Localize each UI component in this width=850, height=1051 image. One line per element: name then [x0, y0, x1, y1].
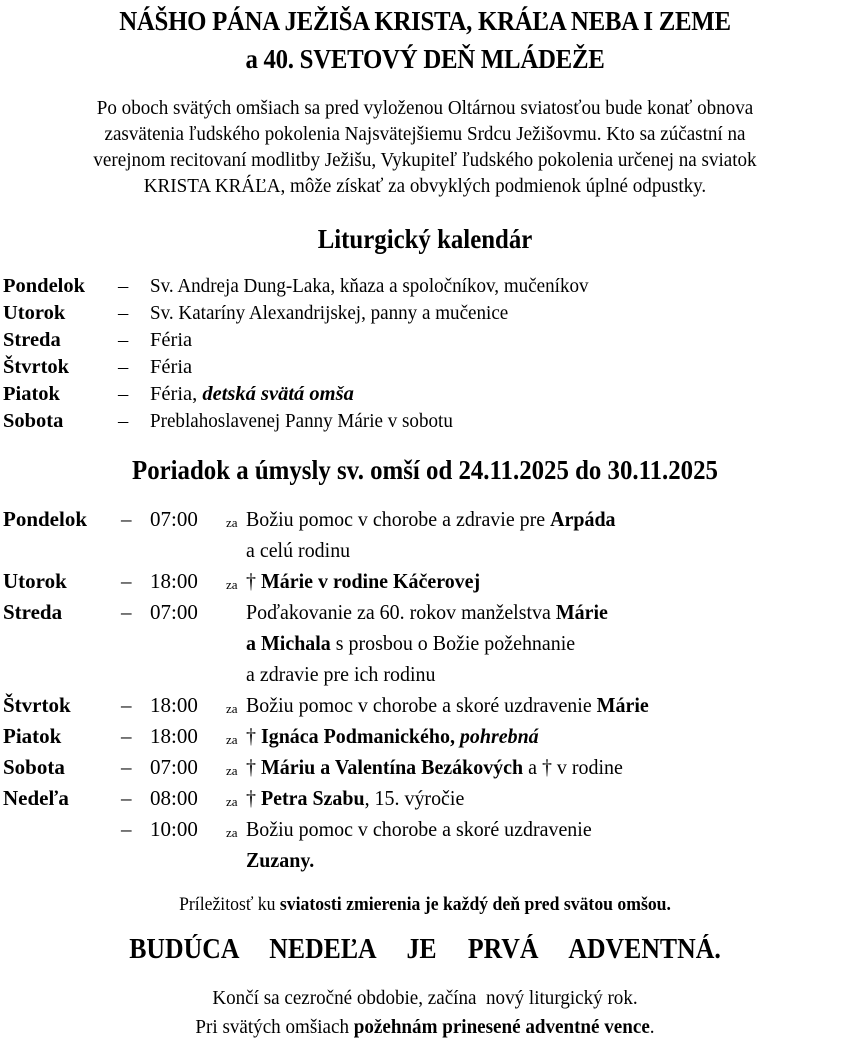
schedule-day: Pondelok [3, 507, 88, 531]
schedule-heading: Poriadok a úmysly sv. omší od 24.11.2025 do 30.11.2025 [132, 455, 718, 485]
confession-bold: sviatosti zmierenia je každý deň pred svätou omšou. [279, 894, 671, 915]
schedule-time: 07:00 [150, 600, 198, 624]
intention-name: Márie v rodine Káčerovej [260, 569, 481, 593]
schedule-time: 07:00 [150, 507, 198, 531]
intention-name: Márie [596, 693, 649, 717]
intention-name: Márie [555, 600, 608, 624]
calendar-dash: – [118, 356, 129, 378]
schedule-za: za [226, 701, 238, 716]
schedule-day: Nedeľa [3, 786, 69, 810]
schedule-intention [246, 507, 616, 532]
intention-text: , 15. výročie [364, 786, 465, 810]
end-line-2-suffix: . [649, 1016, 655, 1038]
schedule-dash: – [121, 693, 132, 717]
intention-text: s prosbou o Božie požehnanie [330, 631, 576, 655]
end-line-2-bold: požehnám prinesené adventné vence [353, 1016, 650, 1038]
page-title-line-1: NÁŠHO PÁNA JEŽIŠA KRISTA, KRÁĽA NEBA I ZEME [119, 6, 731, 36]
cross-icon: † [246, 755, 256, 779]
schedule-day: Streda [3, 600, 63, 624]
calendar-dash: – [118, 410, 129, 432]
calendar-dash: – [118, 383, 129, 405]
calendar-text: Féria [150, 329, 193, 351]
calendar-day: Štvrtok [3, 356, 70, 378]
end-line-2 [30, 1016, 821, 1039]
schedule-dash: – [121, 724, 132, 748]
schedule-dash: – [121, 600, 132, 624]
schedule-time: 10:00 [150, 817, 198, 841]
schedule-day: Štvrtok [3, 693, 71, 717]
schedule-za: za [226, 763, 238, 778]
schedule-za: za [226, 732, 238, 747]
schedule-intention-line-2: a celú rodinu [246, 538, 351, 562]
schedule-dash: – [121, 817, 132, 841]
intention-text: v rodine [551, 755, 623, 779]
schedule-dash: – [121, 507, 132, 531]
schedule-dash: – [121, 569, 132, 593]
calendar-day: Streda [3, 329, 61, 351]
schedule-intention [246, 724, 539, 749]
intention-name: Petra Szabu [260, 786, 365, 810]
schedule-za: za [226, 515, 238, 530]
cross-icon: † [246, 786, 256, 810]
confession-note [30, 894, 821, 916]
cross-icon: † [246, 724, 256, 748]
page-title-line-2: a 40. SVETOVÝ DEŇ MLÁDEŽE [245, 44, 605, 74]
schedule-intention-line-2: Zuzany. [246, 848, 315, 872]
intro-line-1: Po oboch svätých omšiach sa pred vyloženou Oltárnou sviatosťou bude konať obnova [96, 97, 754, 119]
calendar-text-emphasis: detská svätá omša [202, 383, 354, 405]
intention-name: Ignáca Podmanického, [260, 724, 455, 748]
cross-icon: † [541, 755, 552, 779]
calendar-day: Utorok [3, 302, 66, 324]
intention-text: Božiu pomoc v chorobe a zdravie pre [246, 507, 551, 531]
schedule-za: za [226, 825, 238, 840]
schedule-intention: Božiu pomoc v chorobe a skoré uzdravenie [246, 817, 592, 841]
schedule-intention [246, 786, 464, 811]
schedule-time: 18:00 [150, 724, 198, 748]
calendar-text: Preblahoslavenej Panny Márie v sobotu [150, 410, 453, 432]
intro-line-2: zasvätenia ľudského pokolenia Najsvätejšiemu Srdcu Ježišovmu. Kto sa zúčastní na [104, 123, 746, 145]
confession-prefix: Príležitosť ku [179, 894, 280, 915]
schedule-intention [246, 600, 608, 625]
intention-text: a [523, 755, 542, 779]
schedule-day: Sobota [3, 755, 65, 779]
schedule-intention-line-3: a zdravie pre ich rodinu [246, 662, 436, 686]
intention-name: Máriu a Valentína Bezákových [260, 755, 524, 779]
end-line-1: Končí sa cezročné obdobie, začína nový liturgický rok. [212, 987, 638, 1009]
schedule-dash: – [121, 786, 132, 810]
calendar-text: Féria [150, 356, 193, 378]
schedule-time: 08:00 [150, 786, 198, 810]
schedule-time: 18:00 [150, 693, 198, 717]
intention-note: pohrebná [459, 724, 539, 748]
calendar-text [150, 383, 354, 406]
intention-name: a Michala [246, 631, 331, 655]
schedule-intention [246, 755, 623, 780]
schedule-dash: – [121, 755, 132, 779]
schedule-intention [246, 569, 480, 594]
calendar-text: Sv. Kataríny Alexandrijskej, panny a mučenice [150, 302, 509, 324]
calendar-day: Piatok [3, 383, 60, 405]
calendar-text-plain: Féria, [150, 383, 203, 405]
intro-line-4: KRISTA KRÁĽA, môže získať za obvyklých podmienok úplné odpustky. [143, 175, 707, 197]
intro-line-3: verejnom recitovaní modlitby Ježišu, Vykupiteľ ľudského pokolenia určenej na sviatok [93, 149, 757, 171]
calendar-dash: – [118, 275, 129, 297]
calendar-text: Sv. Andreja Dung-Laka, kňaza a spoločníkov, mučeníkov [150, 275, 589, 297]
intention-text: Božiu pomoc v chorobe a skoré uzdravenie [246, 693, 597, 717]
calendar-heading: Liturgický kalendár [317, 224, 533, 254]
calendar-dash: – [118, 329, 129, 351]
schedule-day: Piatok [3, 724, 62, 748]
calendar-day: Pondelok [3, 275, 86, 297]
end-line-2-prefix: Pri svätých omšiach [195, 1016, 354, 1038]
calendar-day: Sobota [3, 410, 64, 432]
schedule-day: Utorok [3, 569, 67, 593]
calendar-dash: – [118, 302, 129, 324]
advent-banner: BUDÚCA NEDEĽA JE PRVÁ ADVENTNÁ. [129, 934, 721, 965]
intention-name: Arpáda [550, 507, 616, 531]
schedule-time: 18:00 [150, 569, 198, 593]
intention-text: Poďakovanie za 60. rokov manželstva [246, 600, 556, 624]
schedule-za: za [226, 794, 238, 809]
schedule-intention-line-2 [246, 631, 575, 656]
schedule-intention [246, 693, 649, 718]
schedule-time: 07:00 [150, 755, 198, 779]
cross-icon: † [246, 569, 256, 593]
schedule-za: za [226, 577, 238, 592]
